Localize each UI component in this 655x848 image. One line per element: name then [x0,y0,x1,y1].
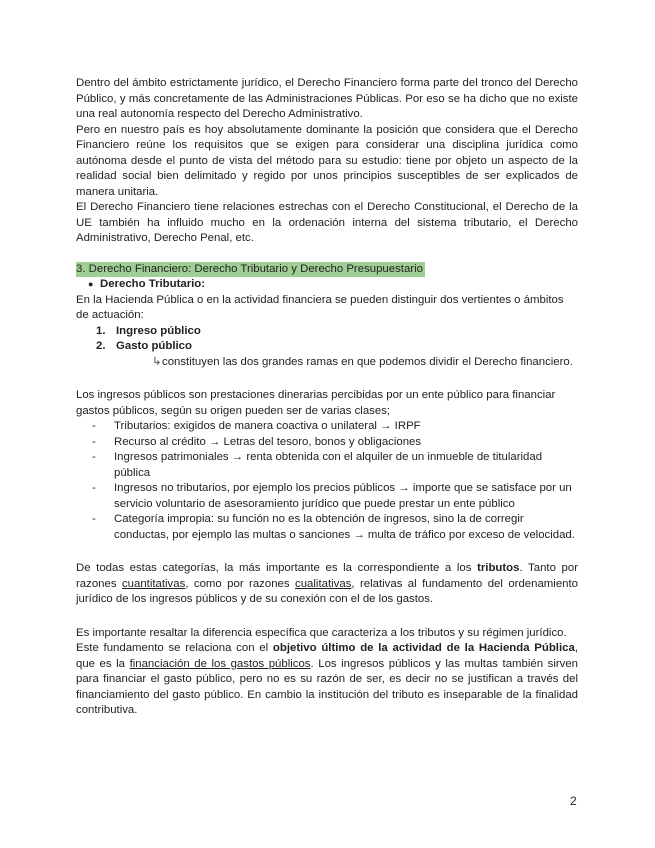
item-label: Ingreso público [116,324,201,337]
dash-marker: - [92,420,96,432]
list-item [76,512,578,543]
dash-marker: - [92,482,96,494]
list-item [76,435,578,451]
bullet-derecho-tributario [76,277,578,293]
financiacion-term: financiación de los gastos públicos [129,657,311,670]
intro-paragraph-2: Pero en nuestro país es hoy absolutamente dominante la posición que considera que el Derecho Financiero reúne los requisitos que se exigen para considerar una disciplina jurídica como autónoma desde el punto de vista del método para su estudio: tiene por objeto un aspecto de la realidad social bien delimitado y regido por unos principios susceptibles de ser explicados de manera unitaria. [76,123,578,198]
ramas-note-text: constituyen las dos grandes ramas en que podemos dividir el Derecho financiero. [162,355,573,368]
fundamento-paragraph: Este fundamento se relaciona con el objetivo último de la actividad de la Hacienda Pública, que es la financiación de los gastos públicos. Los ingresos públicos y las multas también sirven para financiar el gasto público, pero no es su razón de ser, es decir no se justifican a través del financiamiento del gasto público. En cambio la institución del tributo es inseparable de la finalidad contributiva. [76,642,579,716]
intro-paragraph-1: Dentro del ámbito estrictamente jurídico, el Derecho Financiero forma parte del tronco del Derecho Público, y más concretamente de las Administraciones Públicas. Por eso se ha dicho que no existe una real autonomía respecto del Derecho Administrativo. [76,77,578,120]
diferencia-paragraph: Es importante resaltar la diferencia específica que caracteriza a los tributos y su régimen jurídico. [76,626,567,639]
bullet-icon: ● [88,279,94,289]
list-item [76,481,578,512]
ramas-note [76,355,578,371]
bullet-title: Derecho Tributario: [100,278,206,290]
list-item [76,419,578,435]
section-heading: 3. Derecho Financiero: Derecho Tributario y Derecho Presupuestario [76,262,425,278]
list-item [76,450,578,481]
list-item-text: Tributarios: exigidos de manera coactiva o unilateral → IRPF [114,420,421,432]
ingresos-intro: Los ingresos públicos son prestaciones dinerarias percibidas por un ente público para financiar gastos públicos, según su origen pueden ser de varias clases; [76,389,556,417]
section-lead: En la Hacienda Pública o en la actividad financiera se pueden distinguir dos vertientes o ámbitos de actuación: [76,293,564,321]
dash-marker: - [92,451,96,463]
list-item-text: Ingresos no tributarios, por ejemplo los precios públicos → importe que se satisface por un servicio voluntario de asesoramiento jurídico que puede prestar un ente público [114,482,572,510]
hook-arrow-icon: ↳ [152,355,162,368]
list-item-text: Categoría impropia: su función no es la obtención de ingresos, sino la de corregir conductas, por ejemplo las multas o sanciones → multa de tráfico por exceso de velocidad. [114,513,575,541]
tributos-paragraph: De todas estas categorías, la más importante es la correspondiente a los tributos. Tanto por razones cuantitativas, como por razones cualitativas, relativas al fundamento del ordenamiento jurídico de los ingresos públicos y de su conexión con el de los gastos. [76,562,578,605]
tributos-term: tributos [477,562,520,574]
intro-paragraph-3: El Derecho Financiero tiene relaciones estrechas con el Derecho Constitucional, el Derecho de la UE también ha influido mucho en la ordenación interna del sistema tributario, el Derecho Administrativo, Derecho Penal, etc. [76,201,578,244]
cuantitativas-term: cuantitativas [121,577,186,590]
ingresos-list [76,419,578,543]
cualitativas-term: cualitativas [295,577,352,590]
dash-marker: - [92,513,96,525]
numbered-item-gasto [76,339,578,355]
item-number: 1. [96,324,106,337]
list-item-text: Recurso al crédito → Letras del tesoro, bonos y obligaciones [114,435,422,448]
document-page [76,76,578,719]
numbered-item-ingreso [76,324,578,340]
objetivo-term: objetivo último de la actividad de la Hacienda Pública [272,642,575,654]
dash-marker: - [92,435,96,448]
item-number: 2. [96,340,106,352]
item-label: Gasto público [116,340,192,352]
page-number: 2 [570,794,577,808]
list-item-text: Ingresos patrimoniales → renta obtenida con el alquiler de un inmueble de titularidad pública [114,451,543,479]
